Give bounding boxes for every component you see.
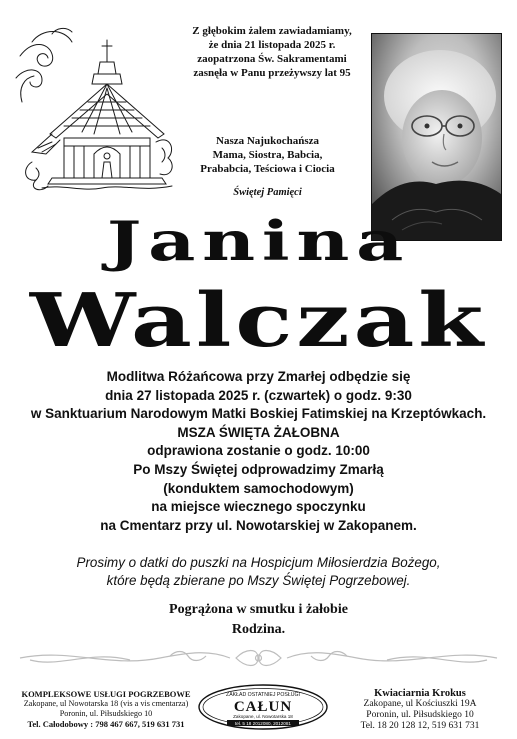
- announcement-line: zaopatrzona Św. Sakramentami: [197, 53, 347, 65]
- announcement-line: że dnia 21 listopada 2025 r.: [208, 39, 336, 51]
- roles-line: Mama, Siostra, Babcia,: [212, 149, 323, 161]
- donation-line: które będą zbierane po Mszy Świętej Pogrzebowej.: [106, 573, 411, 588]
- announcement-line: zasnęła w Panu przeżywszy lat 95: [193, 67, 351, 79]
- signature-line: Rodzina.: [231, 621, 286, 637]
- florist-phone: Tel. 18 20 128 12, 519 631 731: [360, 721, 480, 731]
- undertaker-address: Poronin, ul. Piłsudskiego 10: [59, 709, 153, 718]
- florist-name: Kwiaciarnia Krokus: [374, 688, 466, 699]
- ceremony-line: na miejsce wiecznego spoczynku: [151, 499, 366, 515]
- ceremony-line: (konduktem samochodowym): [163, 480, 354, 496]
- undertaker-address: Zakopane, ul Nowotarska 18 (vis a vis cmentarza): [23, 699, 189, 708]
- ceremony-line: dnia 27 listopada 2025 r. (czwartek) o godz. 9:30: [105, 387, 412, 403]
- family-signature: [0, 600, 517, 639]
- donation-request: [0, 554, 517, 590]
- ceremony-line: Modlitwa Różańcowa przy Zmarłej odbędzie się: [106, 369, 411, 384]
- ceremony-line: Po Mszy Świętej odprowadzimy Zmarłą: [133, 461, 384, 477]
- chapel-illustration: [12, 22, 180, 198]
- ceremony-line: odprawiona zostanie o godz. 10:00: [147, 443, 370, 459]
- roles-line: Prababcia, Teściowa i Ciocia: [200, 163, 335, 175]
- florist-address: Poronin, ul. Piłsudskiego 10: [366, 710, 474, 720]
- deceased-first-name: Janina: [106, 209, 411, 273]
- ceremony-line: na Cmentarz przy ul. Nowotarskiej w Zakopanem.: [100, 517, 417, 533]
- ornamental-divider: [10, 646, 507, 670]
- logo-name: CAŁUN: [233, 699, 293, 715]
- deceased-last-name: Walczak: [29, 278, 488, 364]
- family-roles: [180, 134, 355, 176]
- donation-line: Prosimy o datki do puszki na Hospicjum Miłosierdzia Bożego,: [76, 555, 441, 570]
- undertaker-title: KOMPLEKSOWE USŁUGI POGRZEBOWE: [21, 689, 191, 699]
- ceremony-line: w Sanktuarium Narodowym Matki Boskiej Fatimskiej na Krzeptówkach.: [30, 406, 487, 422]
- svg-text:~: ~: [166, 155, 173, 161]
- announcement-line: Z głębokim żalem zawiadamiamy,: [192, 25, 352, 37]
- calun-logo: [197, 683, 329, 731]
- death-announcement: [160, 24, 384, 80]
- undertaker-info: [8, 689, 204, 729]
- ceremony-details: [0, 368, 517, 535]
- florist-address: Zakopane, ul Kościuszki 19A: [363, 699, 477, 709]
- signature-line: Pogrążona w smutku i żałobie: [169, 602, 348, 617]
- roles-line: Nasza Najukochańsza: [216, 135, 319, 147]
- logo-phone: tel. 5 18 2012080, 2012081: [235, 720, 291, 726]
- florist-info: [332, 688, 508, 732]
- memory-label: Świętej Pamięci: [233, 187, 302, 198]
- logo-top-text: ZAKŁAD OSTATNIEJ POSŁUGI: [226, 692, 300, 698]
- logo-address: Zakopane, ul. Nowotarska 18: [233, 714, 293, 719]
- ceremony-line: MSZA ŚWIĘTA ŻAŁOBNA: [177, 424, 340, 440]
- undertaker-phone: Tel. Całodobowy : 798 467 667, 519 631 731: [27, 719, 185, 729]
